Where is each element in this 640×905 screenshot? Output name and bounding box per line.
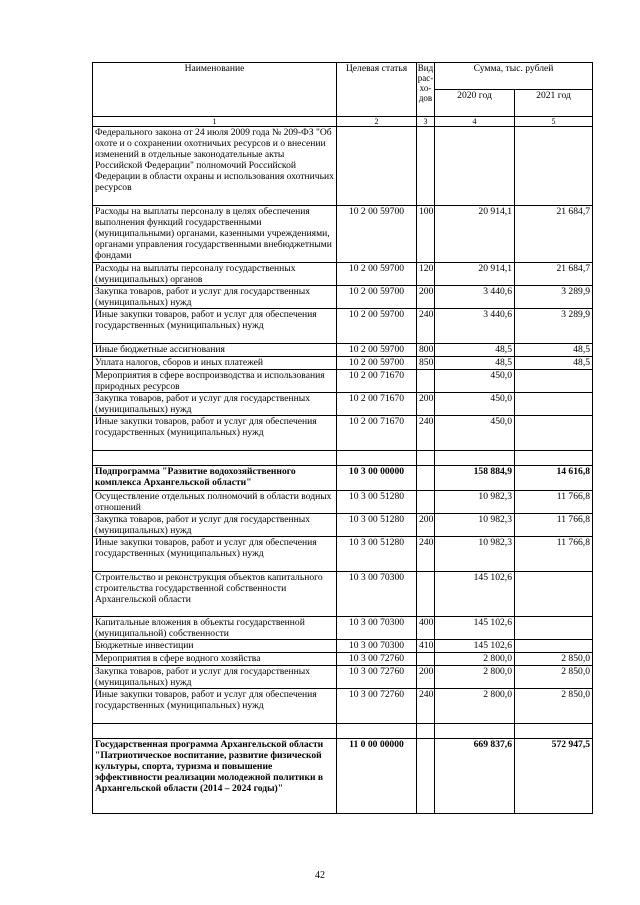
row-name: Мероприятия в сфере водного хозяйства [93,653,337,666]
table-row [93,689,593,724]
header-year-2021: 2021 год [515,90,593,117]
row-name: Иные закупки товаров, работ и услуг для обеспечения государственных (муниципальных) нужд [93,416,337,451]
table-row [93,653,593,666]
row-expense-type [417,370,435,393]
table-row [93,466,593,491]
row-amount-2020: 145 102,6 [435,617,515,640]
row-code: 11 0 00 00000 [337,739,417,814]
row-code [337,451,417,466]
row-code: 10 2 00 59700 [337,309,417,344]
row-name [93,724,337,739]
row-amount-2020: 10 982,3 [435,514,515,537]
row-amount-2021: 48,5 [515,357,593,370]
row-name: Уплата налогов, сборов и иных платежей [93,357,337,370]
row-code: 10 2 00 59700 [337,286,417,309]
header-name: Наименование [93,63,337,117]
row-amount-2020: 450,0 [435,416,515,451]
row-name: Закупка товаров, работ и услуг для государственных (муниципальных) нужд [93,286,337,309]
header-code: Целевая статья [337,63,417,117]
row-amount-2021: 11 766,8 [515,514,593,537]
row-name: Капитальные вложения в объекты государственной (муниципальной) собственности [93,617,337,640]
column-index: 1 [93,117,337,127]
row-code: 10 2 00 71670 [337,393,417,416]
table-row [93,370,593,393]
row-amount-2021 [515,393,593,416]
budget-table-body [93,63,593,814]
table-row [93,416,593,451]
row-amount-2020: 3 440,6 [435,286,515,309]
row-amount-2021: 48,5 [515,344,593,357]
row-amount-2020: 450,0 [435,370,515,393]
row-code: 10 2 00 59700 [337,357,417,370]
row-code: 10 3 00 00000 [337,466,417,491]
row-amount-2021: 21 684,7 [515,263,593,286]
row-expense-type: 800 [417,344,435,357]
table-row [93,537,593,572]
row-name: Иные закупки товаров, работ и услуг для обеспечения государственных (муниципальных) нужд [93,537,337,572]
table-row [93,344,593,357]
row-amount-2021: 11 766,8 [515,491,593,514]
row-expense-type [417,724,435,739]
row-amount-2020: 48,5 [435,357,515,370]
row-name: Бюджетные инвестиции [93,640,337,653]
row-amount-2021: 3 289,9 [515,286,593,309]
row-amount-2020 [435,724,515,739]
table-row [93,286,593,309]
column-index-row [93,117,593,127]
row-amount-2021 [515,617,593,640]
table-row [93,357,593,370]
column-index: 4 [435,117,515,127]
row-amount-2020: 450,0 [435,393,515,416]
table-row [93,666,593,689]
row-code: 10 3 00 72760 [337,689,417,724]
row-name [93,451,337,466]
row-name: Иные закупки товаров, работ и услуг для обеспечения государственных (муниципальных) нужд [93,689,337,724]
table-row [93,514,593,537]
table-row [93,393,593,416]
row-expense-type: 240 [417,309,435,344]
row-name: Закупка товаров, работ и услуг для государственных (муниципальных) нужд [93,666,337,689]
row-amount-2020: 669 837,6 [435,739,515,814]
header-row [93,63,593,90]
row-name: Федерального закона от 24 июля 2009 года № 209-ФЗ "Об охоте и о сохранении охотничьих ресурсов и о внесении изменений в отдельные законодательные акты Российской Федерации" полномочий Российской Федерации в области охраны и использования охотничьих ресурсов [93,127,337,206]
row-amount-2021: 2 850,0 [515,689,593,724]
row-name: Осуществление отдельных полномочий в области водных отношений [93,491,337,514]
row-expense-type: 400 [417,617,435,640]
row-name: Строительство и реконструкция объектов капитального строительства государственной собственности Архангельской области [93,572,337,617]
table-row [93,724,593,739]
page-number: 42 [315,870,325,881]
row-code: 10 3 00 72760 [337,653,417,666]
row-code: 10 2 00 59700 [337,263,417,286]
table-row [93,263,593,286]
row-expense-type [417,451,435,466]
row-name: Иные закупки товаров, работ и услуг для обеспечения государственных (муниципальных) нужд [93,309,337,344]
row-code: 10 3 00 51280 [337,537,417,572]
row-code: 10 3 00 51280 [337,491,417,514]
row-code: 10 2 00 71670 [337,370,417,393]
row-amount-2020: 10 982,3 [435,491,515,514]
row-amount-2021 [515,640,593,653]
row-expense-type [417,572,435,617]
row-amount-2021: 11 766,8 [515,537,593,572]
row-expense-type: 200 [417,393,435,416]
row-name: Иные бюджетные ассигнования [93,344,337,357]
column-index: 3 [417,117,435,127]
row-amount-2021: 2 850,0 [515,666,593,689]
row-code: 10 2 00 59700 [337,344,417,357]
row-name: Закупка товаров, работ и услуг для государственных (муниципальных) нужд [93,393,337,416]
row-name: Подпрограмма "Развитие водохозяйственного комплекса Архангельской области" [93,466,337,491]
row-expense-type [417,466,435,491]
budget-table [92,62,593,814]
row-name: Расходы на выплаты персоналу государственных (муниципальных) органов [93,263,337,286]
row-code: 10 3 00 70300 [337,617,417,640]
row-expense-type: 120 [417,263,435,286]
row-expense-type [417,491,435,514]
row-code: 10 2 00 59700 [337,206,417,263]
row-amount-2021: 3 289,9 [515,309,593,344]
row-code: 10 3 00 51280 [337,514,417,537]
row-amount-2021: 14 616,8 [515,466,593,491]
row-amount-2021 [515,451,593,466]
row-amount-2020 [435,127,515,206]
row-expense-type [417,653,435,666]
row-amount-2021: 2 850,0 [515,653,593,666]
row-expense-type [417,739,435,814]
table-row [93,491,593,514]
table-row [93,572,593,617]
row-amount-2020: 48,5 [435,344,515,357]
column-index: 2 [337,117,417,127]
row-amount-2021 [515,127,593,206]
row-expense-type: 240 [417,537,435,572]
row-amount-2020: 20 914,1 [435,206,515,263]
row-name: Мероприятия в сфере воспроизводства и использования природных ресурсов [93,370,337,393]
row-code: 10 2 00 71670 [337,416,417,451]
row-amount-2020: 2 800,0 [435,653,515,666]
row-name: Государственная программа Архангельской области "Патриотическое воспитание, развитие физической культуры, спорта, туризма и повышение эффективности реализации молодежной политики в Архангельской области (2014 – 2024 годы)" [93,739,337,814]
table-row [93,451,593,466]
header-vid: Вид рас- хо- дов [417,63,435,117]
row-amount-2020: 145 102,6 [435,572,515,617]
row-amount-2021 [515,370,593,393]
table-row [93,739,593,814]
table-row [93,617,593,640]
row-amount-2020: 145 102,6 [435,640,515,653]
row-expense-type: 200 [417,514,435,537]
row-amount-2020: 158 884,9 [435,466,515,491]
row-expense-type: 200 [417,286,435,309]
row-amount-2020: 3 440,6 [435,309,515,344]
row-code [337,724,417,739]
row-code: 10 3 00 70300 [337,640,417,653]
row-amount-2020: 10 982,3 [435,537,515,572]
row-name: Расходы на выплаты персоналу в целях обеспечения выполнения функций государственными (муниципальными) органами, казенными учреждениями, органами управления государственными внебюджетными фондами [93,206,337,263]
row-amount-2020: 2 800,0 [435,689,515,724]
row-amount-2021 [515,416,593,451]
table-row [93,206,593,263]
row-amount-2020: 2 800,0 [435,666,515,689]
row-amount-2021: 572 947,5 [515,739,593,814]
table-row [93,640,593,653]
row-expense-type: 410 [417,640,435,653]
row-amount-2020: 20 914,1 [435,263,515,286]
row-expense-type: 200 [417,666,435,689]
column-index: 5 [515,117,593,127]
header-year-2020: 2020 год [435,90,515,117]
row-expense-type: 240 [417,689,435,724]
table-row [93,309,593,344]
row-name: Закупка товаров, работ и услуг для государственных (муниципальных) нужд [93,514,337,537]
row-amount-2021: 21 684,7 [515,206,593,263]
row-amount-2021 [515,724,593,739]
row-expense-type: 850 [417,357,435,370]
row-amount-2021 [515,572,593,617]
row-code: 10 3 00 70300 [337,572,417,617]
row-amount-2020 [435,451,515,466]
table-row [93,127,593,206]
header-sum: Сумма, тыс. рублей [435,63,593,90]
row-expense-type: 100 [417,206,435,263]
row-expense-type: 240 [417,416,435,451]
row-code [337,127,417,206]
row-expense-type [417,127,435,206]
row-code: 10 3 00 72760 [337,666,417,689]
